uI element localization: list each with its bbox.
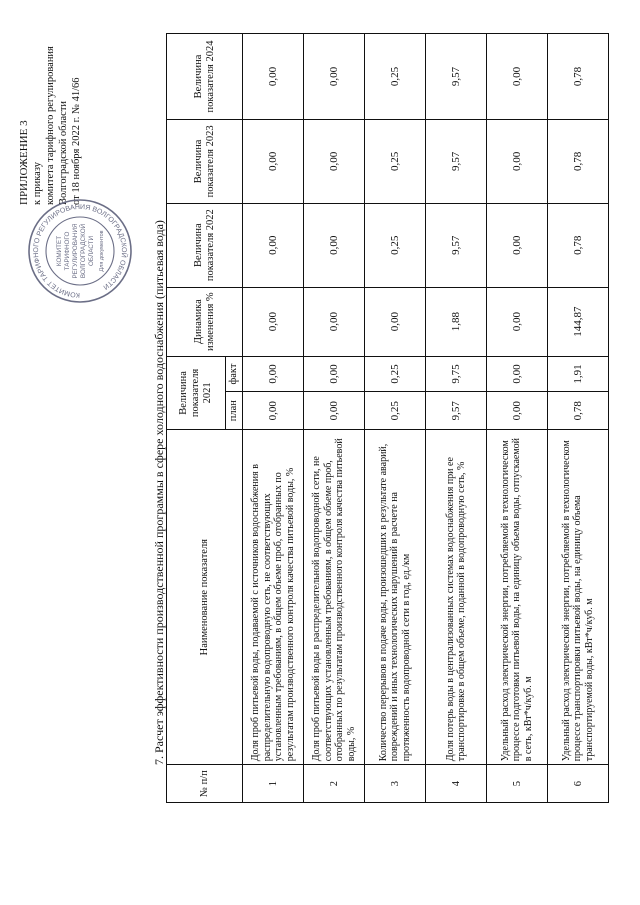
row-plan: 0,00 (243, 392, 304, 430)
row-plan: 0,00 (304, 392, 365, 430)
row-2023: 0,00 (243, 119, 304, 203)
row-2023: 0,00 (487, 119, 548, 203)
row-2024: 0,25 (365, 34, 426, 120)
row-fact: 1,91 (548, 356, 609, 392)
row-dynamics: 0,00 (487, 287, 548, 356)
row-2023: 9,57 (426, 119, 487, 203)
header-dynamics: Динамика изменения % (167, 287, 243, 356)
row-num: 4 (426, 765, 487, 803)
row-fact: 9,75 (426, 356, 487, 392)
seal-center-3: РЕГУЛИРОВАНИЯ (72, 223, 79, 279)
row-dynamics: 0,00 (243, 287, 304, 356)
row-fact: 0,25 (365, 356, 426, 392)
header-2021: Величина показателя 2021 (167, 356, 226, 429)
row-dynamics: 1,88 (426, 287, 487, 356)
seal-ring-text: КОМИТЕТ ТАРИФНОГО РЕГУЛИРОВАНИЯ ВОЛГОГРАДСКОЙ ОБЛАСТИ (32, 203, 128, 299)
row-name: Удельный расход электрической энергии, потребляемой в технологическом процессе подготовки питьевой воды, на единицу объема воды, отпускаемой в сеть, кВт*ч/куб. м (487, 430, 548, 765)
header-2024: Величина показателя 2024 (167, 34, 243, 120)
row-plan: 0,25 (365, 392, 426, 430)
seal-center-1: КОМИТЕТ (56, 235, 63, 267)
row-num: 5 (487, 765, 548, 803)
row-2022: 0,00 (243, 203, 304, 287)
row-dynamics: 0,00 (304, 287, 365, 356)
row-2022: 0,00 (304, 203, 365, 287)
row-plan: 0,00 (487, 392, 548, 430)
seal-center-6: Для документов (99, 230, 105, 272)
row-fact: 0,00 (304, 356, 365, 392)
header-plan: план (226, 392, 243, 430)
row-2023: 0,25 (365, 119, 426, 203)
row-fact: 0,00 (487, 356, 548, 392)
row-2024: 9,57 (426, 34, 487, 120)
section-title: 7. Расчет эффективности производственной программы в сфере холодного водоснабжения (питьевая вода) (152, 220, 166, 765)
table-row (548, 34, 609, 803)
appendix-line-2: комитета тарифного регулирования (45, 46, 56, 205)
table-row (243, 34, 304, 803)
row-2023: 0,78 (548, 119, 609, 203)
row-num: 1 (243, 765, 304, 803)
header-2023: Величина показателя 2023 (167, 119, 243, 203)
row-2022: 0,00 (487, 203, 548, 287)
appendix-line-1: к приказу (32, 162, 43, 205)
row-2024: 0,78 (548, 34, 609, 120)
row-name: Доля проб питьевой воды, подаваемой с источников водоснабжения в распределительную водопроводную сеть, не соответствующих установленным требованиям, в общем объеме проб, отобранных по результатам производственного контроля качества питьевой воды, % (243, 430, 304, 765)
table-row (426, 34, 487, 803)
row-2024: 0,00 (304, 34, 365, 120)
efficiency-table (166, 33, 609, 803)
row-num: 3 (365, 765, 426, 803)
table-row (304, 34, 365, 803)
row-2023: 0,00 (304, 119, 365, 203)
official-seal (26, 197, 134, 305)
seal-center-5: ОБЛАСТИ (88, 236, 95, 266)
appendix-line-3: Волгоградской области (58, 100, 69, 205)
row-name: Удельный расход электрической энергии, потребляемой в технологическом процессе транспортировки питьевой воды, на единицу объема транспортируемой воды, кВт*ч/куб. м (548, 430, 609, 765)
table-row (365, 34, 426, 803)
appendix-line-4: от 18 ноября 2022 г. № 41/66 (71, 77, 82, 205)
row-fact: 0,00 (243, 356, 304, 392)
header-name: Наименование показателя (167, 430, 243, 765)
header-fact: факт (226, 356, 243, 392)
header-num: № п/п (167, 765, 243, 803)
row-dynamics: 0,00 (365, 287, 426, 356)
row-name: Количество перерывов в подаче воды, произошедших в результате аварий, повреждений и иных технологических нарушений в расчете на протяженность водопроводной сети в год, ед./км (365, 430, 426, 765)
row-name: Доля потерь воды в централизованных системах водоснабжения при ее транспортировке в общем объеме, поданной в водопроводную сеть, % (426, 430, 487, 765)
row-plan: 9,57 (426, 392, 487, 430)
row-plan: 0,78 (548, 392, 609, 430)
seal-center-4: ВОЛГОГРАДСКОЙ (80, 223, 87, 279)
row-2022: 0,25 (365, 203, 426, 287)
row-2024: 0,00 (243, 34, 304, 120)
row-num: 6 (548, 765, 609, 803)
header-2022: Величина показателя 2022 (167, 203, 243, 287)
row-2022: 0,78 (548, 203, 609, 287)
appendix-header (18, 5, 83, 205)
row-num: 2 (304, 765, 365, 803)
appendix-title: ПРИЛОЖЕНИЕ 3 (18, 120, 30, 205)
row-2022: 9,57 (426, 203, 487, 287)
row-2024: 0,00 (487, 34, 548, 120)
row-dynamics: 144,87 (548, 287, 609, 356)
row-name: Доля проб питьевой воды в распределительной водопроводной сети, не соответствующих установленным требованиям, в общем объеме проб, отобранных по результатам производственного контроля качества питьевой воды, % (304, 430, 365, 765)
seal-center-2: ТАРИФНОГО (64, 231, 71, 271)
table-row (487, 34, 548, 803)
